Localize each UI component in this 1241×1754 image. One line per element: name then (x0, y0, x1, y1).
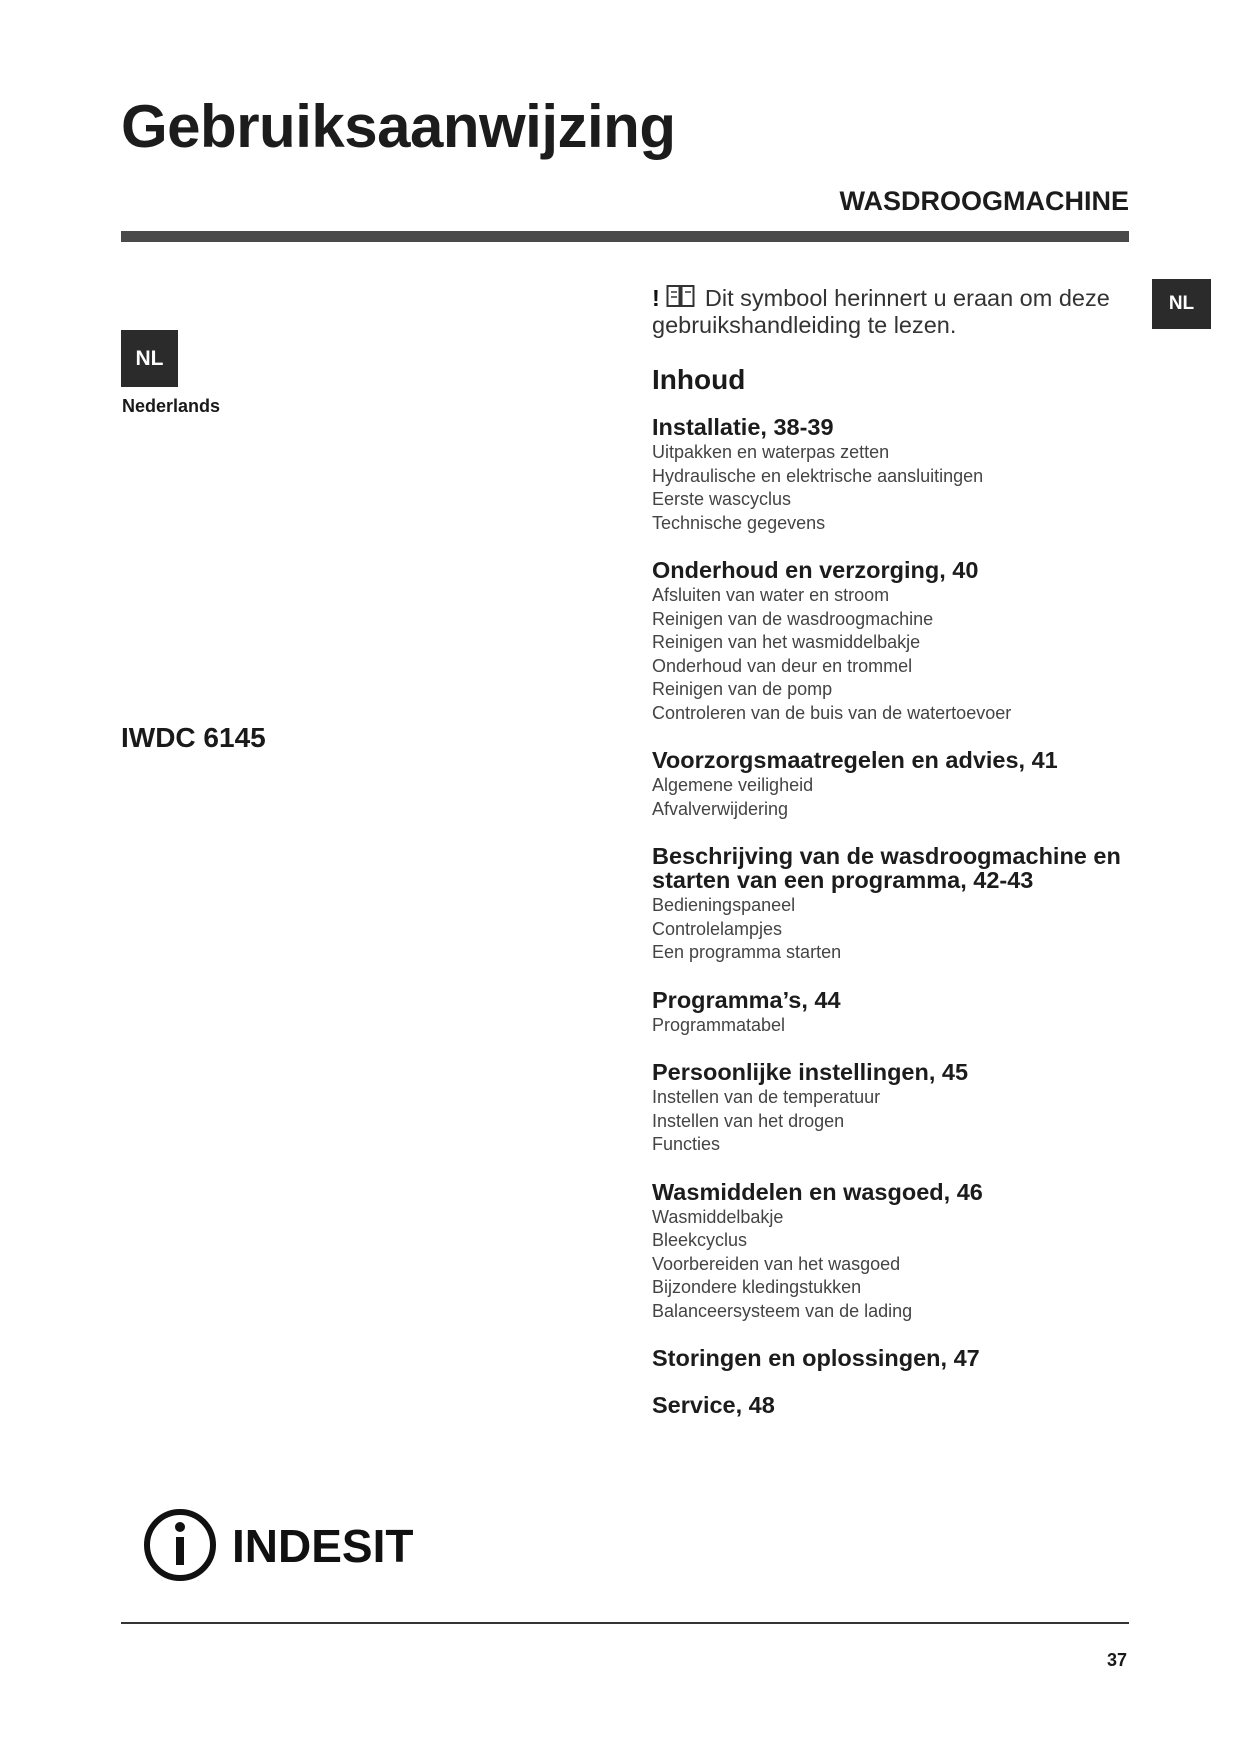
note-exclamation: ! (652, 285, 660, 311)
toc-item[interactable]: Reinigen van het wasmiddelbakje (652, 632, 921, 652)
header-divider (121, 231, 1129, 242)
book-icon (666, 283, 696, 313)
page-title: Gebruiksaanwijzing (121, 93, 676, 160)
toc-section (652, 748, 1122, 821)
toc-item[interactable]: Een programma starten (652, 942, 842, 962)
toc-section (652, 844, 1122, 965)
toc-item[interactable]: Balanceersysteem van de lading (652, 1300, 913, 1321)
note-text: Dit symbool herinnert u eraan om deze gebruikshandleiding te lezen. (652, 285, 1110, 338)
toc-section-title[interactable]: Onderhoud en verzorging, 40 (652, 557, 979, 583)
toc-section (652, 988, 1122, 1038)
toc-item[interactable]: Algemene veiligheid (652, 775, 814, 795)
toc-section-title[interactable]: Persoonlijke instellingen, 45 (652, 1059, 969, 1085)
reading-note (652, 283, 1122, 337)
toc-section-title[interactable]: Service, 48 (652, 1392, 775, 1418)
toc-item[interactable]: Hydraulische en elektrische aansluitingen (652, 465, 984, 486)
toc-section (652, 1346, 1122, 1370)
toc-section-title[interactable]: Installatie, 38-39 (652, 414, 834, 440)
language-code-badge: NL (121, 330, 178, 387)
toc-item[interactable]: Voorbereiden van het wasgoed (652, 1253, 901, 1274)
toc-item[interactable]: Reinigen van de pomp (652, 679, 833, 699)
toc-item[interactable]: Eerste wascyclus (652, 489, 792, 509)
toc-section (652, 558, 1122, 725)
toc-section (652, 1393, 1122, 1417)
toc-item[interactable]: Onderhoud van deur en trommel (652, 655, 913, 676)
table-of-contents (652, 415, 1122, 1440)
page-number: 37 (1106, 1650, 1127, 1670)
toc-section-title[interactable]: Storingen en oplossingen, 47 (652, 1345, 980, 1371)
toc-section-title[interactable]: Voorzorgsmaatregelen en advies, 41 (652, 747, 1058, 773)
toc-item[interactable]: Instellen van de temperatuur (652, 1087, 881, 1107)
toc-item[interactable]: Technische gegevens (652, 512, 826, 533)
language-tab[interactable]: NL (1152, 279, 1211, 329)
toc-item[interactable]: Bleekcyclus (652, 1230, 748, 1250)
toc-item[interactable]: Instellen van het drogen (652, 1110, 845, 1131)
footer-divider (121, 1622, 1129, 1624)
toc-item[interactable]: Reinigen van de wasdroogmachine (652, 608, 934, 629)
toc-item[interactable]: Bijzondere kledingstukken (652, 1277, 862, 1297)
toc-section (652, 1180, 1122, 1324)
toc-item[interactable]: Controlelampjes (652, 918, 783, 939)
product-type: WASDROOGMACHINE (839, 186, 1129, 216)
toc-item[interactable]: Functies (652, 1134, 721, 1154)
toc-heading: Inhoud (652, 364, 746, 395)
toc-section (652, 1060, 1122, 1157)
brand-name: INDESIT (232, 1520, 414, 1572)
toc-item[interactable]: Bedieningspaneel (652, 895, 796, 915)
toc-item[interactable]: Controleren van de buis van de watertoevoer (652, 702, 1012, 723)
toc-section (652, 415, 1122, 535)
toc-section-title[interactable]: Beschrijving van de wasdroogmachine en starten van een programma, 42-43 (652, 843, 1121, 893)
toc-item[interactable]: Afvalverwijdering (652, 798, 789, 819)
toc-item[interactable]: Afsluiten van water en stroom (652, 585, 890, 605)
toc-item[interactable]: Programmatabel (652, 1014, 786, 1035)
toc-section-title[interactable]: Wasmiddelen en wasgoed, 46 (652, 1178, 983, 1205)
indesit-logo-icon (142, 1505, 432, 1590)
toc-item[interactable]: Wasmiddelbakje (652, 1206, 784, 1227)
toc-item[interactable]: Uitpakken en waterpas zetten (652, 442, 890, 462)
language-label: Nederlands (122, 396, 221, 416)
model-number: IWDC 6145 (121, 722, 266, 753)
toc-section-title[interactable]: Programma’s, 44 (652, 986, 841, 1013)
